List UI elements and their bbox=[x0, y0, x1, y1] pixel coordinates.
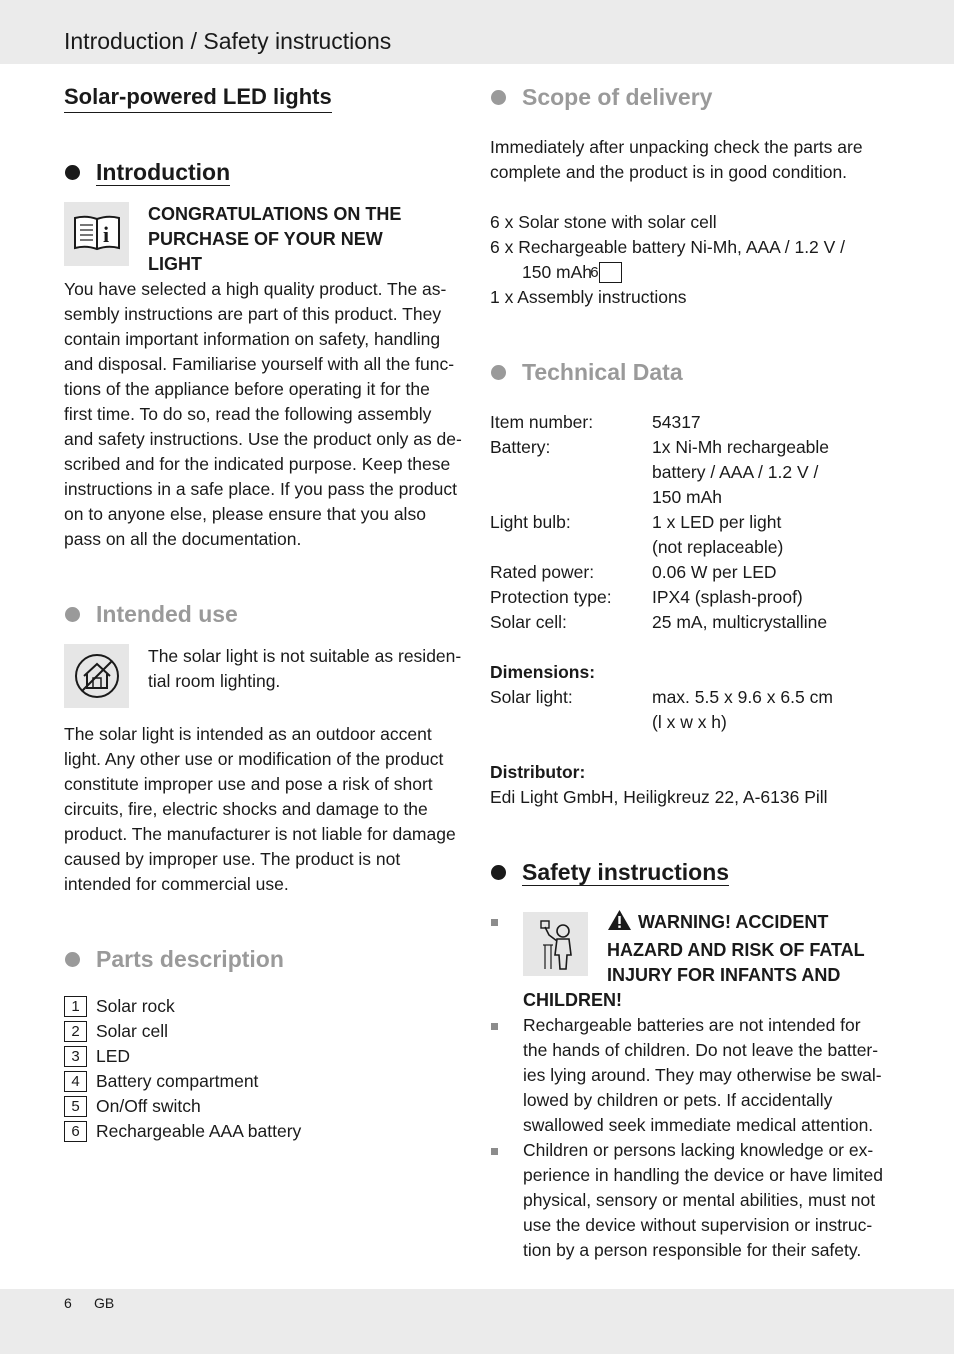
safety-instructions-heading: Safety instructions bbox=[490, 857, 894, 887]
list-item: 3 LED bbox=[64, 1044, 464, 1069]
warning-text: WARNING! ACCIDENT HAZARD AND RISK OF FATAL INJURY FOR INFANTS AND bbox=[523, 909, 894, 988]
svg-text:i: i bbox=[102, 222, 109, 247]
scope-list bbox=[490, 210, 894, 310]
intended-use-block bbox=[64, 644, 464, 897]
warning-triangle-icon bbox=[607, 909, 632, 938]
list-item: 6 x Solar stone with solar cell bbox=[490, 212, 717, 232]
no-indoor-house-icon bbox=[64, 644, 129, 708]
list-item: 4 Battery compartment bbox=[64, 1069, 464, 1094]
part-number: 5 bbox=[64, 1096, 87, 1117]
part-number: 1 bbox=[64, 996, 87, 1017]
part-number: 4 bbox=[64, 1071, 87, 1092]
page-number: 6 bbox=[64, 1295, 72, 1311]
table-row: Rated power: 0.06 W per LED bbox=[490, 562, 777, 582]
part-number: 3 bbox=[64, 1046, 87, 1067]
distributor-address: Edi Light GmbH, Heiligkreuz 22, A-6136 Pill bbox=[490, 787, 828, 807]
part-number: 6 bbox=[64, 1121, 87, 1142]
table-row: Light bulb: 1 x LED per light (not replaceable) bbox=[490, 512, 784, 557]
language-code: GB bbox=[94, 1295, 115, 1311]
indoor-note: The solar light is not suitable as residen- tial room lighting. bbox=[148, 646, 462, 691]
footer-band bbox=[0, 1289, 954, 1354]
introduction-heading: Introduction bbox=[64, 157, 464, 187]
table-row: Solar light: max. 5.5 x 9.6 x 6.5 cm (l x w x h) bbox=[490, 687, 833, 732]
technical-data-heading: Technical Data bbox=[490, 357, 894, 387]
warning-text-tail: CHILDREN! bbox=[523, 990, 622, 1010]
intro-block bbox=[64, 202, 464, 552]
scope-text: Immediately after unpacking check the parts are complete and the product is in good condition. bbox=[490, 137, 863, 182]
right-column bbox=[490, 82, 894, 1263]
list-item bbox=[490, 909, 894, 1013]
list-item: 2 Solar cell bbox=[64, 1019, 464, 1044]
parts-list bbox=[64, 994, 464, 1144]
part-number: 2 bbox=[64, 1021, 87, 1042]
intro-text: You have selected a high quality product. The as- sembly instructions are part of this product. They contain important information on safety, handling and disposal. Familiarise yourself with all the func- tions of the appliance before operating it for the first time. To do so, read the following assembly and safety instructions. Use the product only as de- scribed and for the indicated purpose. Keep these instructions in a safe place. If you pass the product on to anyone else, please ensure that you also pass on all the documentation. bbox=[64, 279, 462, 549]
list-item: Rechargeable batteries are not intended for the hands of children. Do not leave the batter- ies lying around. They may otherwise be swal- lowed by children or pets. If accidentally swallowed seek immediate medical attention. bbox=[490, 1013, 894, 1138]
table-row: Battery: 1x Ni-Mh rechargeable battery / AAA / 1.2 V / 150 mAh bbox=[490, 437, 830, 507]
child-warning-icon bbox=[523, 912, 588, 976]
scope-of-delivery-heading: Scope of delivery bbox=[490, 82, 894, 112]
list-item: 5 On/Off switch bbox=[64, 1094, 464, 1119]
document-title: Solar-powered LED lights bbox=[64, 82, 332, 113]
intended-use-heading: Intended use bbox=[64, 599, 464, 629]
distributor-label: Distributor: bbox=[490, 762, 586, 782]
congratulations-heading: CONGRATULATIONS ON THE PURCHASE OF YOUR NEW LIGHT bbox=[148, 204, 402, 274]
dimensions-label: Dimensions: bbox=[490, 662, 596, 682]
info-book-icon bbox=[64, 202, 129, 266]
table-row: Solar cell: 25 mA, multicrystalline bbox=[490, 612, 828, 632]
intended-use-text: The solar light is intended as an outdoor accent light. Any other use or modification of the product constitute improper use and pose a risk of short circuits, fire, electric shocks and damage to the product. The manufacturer is not liable for damage caused by improper use. The product is not intended for commercial use. bbox=[64, 724, 456, 894]
table-row: Item number: 54317 bbox=[490, 412, 701, 432]
list-item: Children or persons lacking knowledge or ex- perience in handling the device or have limited physical, sensory or mental abilities, must not use the device without supervision or instruc- tion by a person responsible for their safety. bbox=[490, 1138, 894, 1263]
parts-description-heading: Parts description bbox=[64, 944, 464, 974]
list-item: 6 Rechargeable AAA battery bbox=[64, 1119, 464, 1144]
safety-list bbox=[490, 909, 894, 1263]
list-item: 1 Solar rock bbox=[64, 994, 464, 1019]
part-number: 6 bbox=[599, 262, 622, 283]
table-row: Protection type: IPX4 (splash-proof) bbox=[490, 587, 803, 607]
technical-data-table bbox=[490, 410, 894, 635]
list-item: 1 x Assembly instructions bbox=[490, 287, 687, 307]
left-column bbox=[64, 82, 464, 1144]
page-header-title: Introduction / Safety instructions bbox=[64, 28, 392, 54]
list-item: 6 x Rechargeable battery Ni-Mh, AAA / 1.2 V / 150 mAh 6 bbox=[490, 237, 846, 282]
